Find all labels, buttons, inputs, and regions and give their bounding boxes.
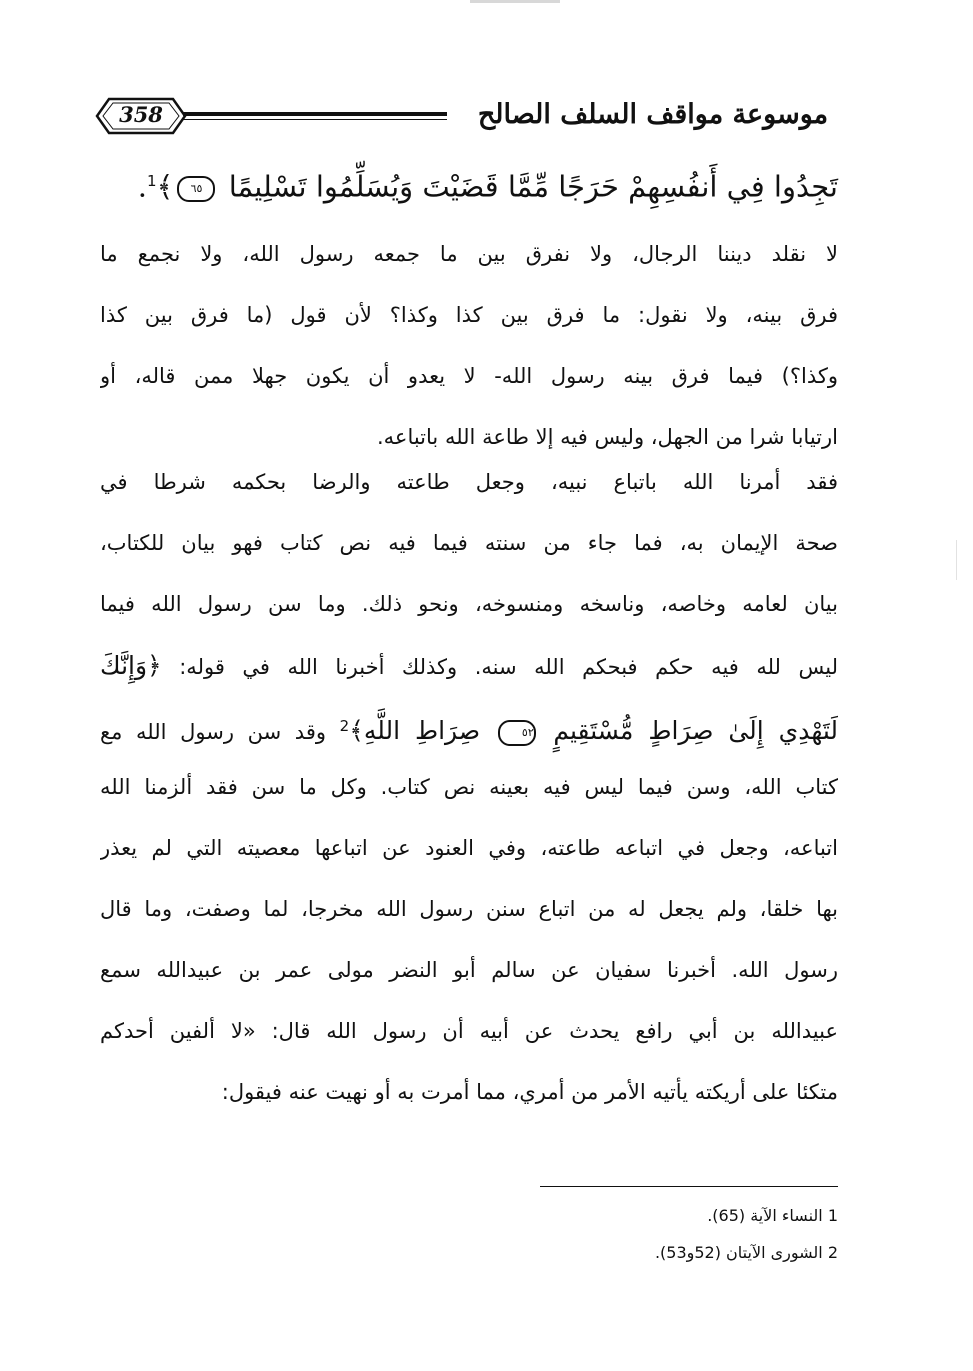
footnote-divider [540, 1186, 838, 1187]
scan-artifact [956, 540, 957, 580]
scan-artifact [470, 0, 560, 3]
footnote-ref: 1 [146, 172, 157, 190]
series-title: موسوعة مواقف السلف الصالح [477, 99, 829, 130]
text-line: صحة الإيمان به، فما جاء من سنته فيما فيه نص كتاب فهو بيان للكتاب، [100, 531, 838, 555]
verse-end-punct: . [137, 169, 147, 204]
line-text: وقد سن رسول الله مع [100, 720, 327, 744]
text-line: فقد أمرنا الله باتباع نبيه، وجعل طاعته والرضا بحكمه شرطا في [100, 470, 838, 494]
text-line: بها خلقا، ولم يجعل له من اتباع سنن رسول الله مخرجا، لما وصفت، وما قال [100, 897, 838, 921]
paragraph-2 [100, 452, 838, 1123]
header-divider-thin [183, 119, 447, 120]
footnote-item: 1 النساء الآية (65). [707, 1206, 838, 1225]
text-line [100, 635, 838, 696]
text-line: عبيدالله بن أبي رافع يحدث عن أبيه أن رسول الله قال: «لا ألفين أحدكم [100, 1019, 838, 1043]
footnote-ref: 2 [339, 717, 350, 735]
verse-close-bracket: ﴾ [156, 169, 174, 204]
footnote-item: 2 الشورى الآيتان (52و53). [654, 1243, 838, 1262]
inline-verse: ﴿وَإِنَّكَ [100, 651, 162, 680]
text-line: اتباعه، وجعل في اتباعه طاعته، وفي العنود عن اتباعها معصيته التي لم يعذر [100, 836, 838, 860]
page-number-badge [95, 96, 187, 136]
text-line: رسول الله. أخبرنا سفيان عن سالم أبو النضر مولى عمر بن عبيدالله سمع [100, 958, 838, 982]
verse-text: تَجِدُوا فِي أَنفُسِهِمْ حَرَجًا مِّمَّا قَضَيْتَ وَيُسَلِّمُوا تَسْلِيمًا [228, 169, 838, 204]
text-line: كتاب الله، وسن فيما ليس فيه بعينه نص كتاب. وكل ما سن فقد ألزمنا الله [100, 775, 838, 799]
inline-verse: لَتَهْدِي إِلَىٰ صِرَاطٍ مُّسْتَقِيمٍ [553, 716, 838, 745]
line-text: ليس لله فيه حكم فبحكم الله سنه. وكذلك أخبرنا الله في قوله: [179, 655, 838, 679]
paragraph-1 [100, 224, 838, 468]
text-line: متكئا على أريكته يأتيه الأمر من أمري، مما أمرت به أو نهيت عنه فيقول: [221, 1080, 838, 1104]
ayah-number-marker: ٥٢ [498, 720, 536, 746]
text-line: ارتيابا شرا من الجهل، وليس فيه إلا طاعة الله باتباعه. [376, 425, 838, 449]
text-line: فرق بينه، ولا نقول: ما فرق بين كذا وكذا؟ لأن قول (ما فرق بين كذا [100, 303, 838, 327]
text-line: بيان لعامه وخاصه، وناسخه ومنسوخه، ونحو ذلك. وما سن رسول الله فيما [100, 592, 838, 616]
opening-verse-line [137, 150, 838, 212]
text-line: وكذا؟) فيما فرق بينه رسول الله- لا يعدو أن يكون جهلا ممن قاله، أو [100, 364, 838, 388]
page-number: 358 [119, 102, 163, 127]
page-header [95, 88, 855, 148]
text-line: لا نقلد ديننا الرجال، ولا نفرق بين ما جمعه رسول الله، ولا نجمع ما [100, 242, 838, 266]
inline-verse: صِرَاطِ اللَّهِ﴾ [349, 716, 481, 745]
ayah-number-marker: ٦٥ [177, 176, 215, 202]
header-divider [183, 112, 447, 116]
text-line [100, 696, 838, 757]
footnotes [540, 1200, 838, 1274]
